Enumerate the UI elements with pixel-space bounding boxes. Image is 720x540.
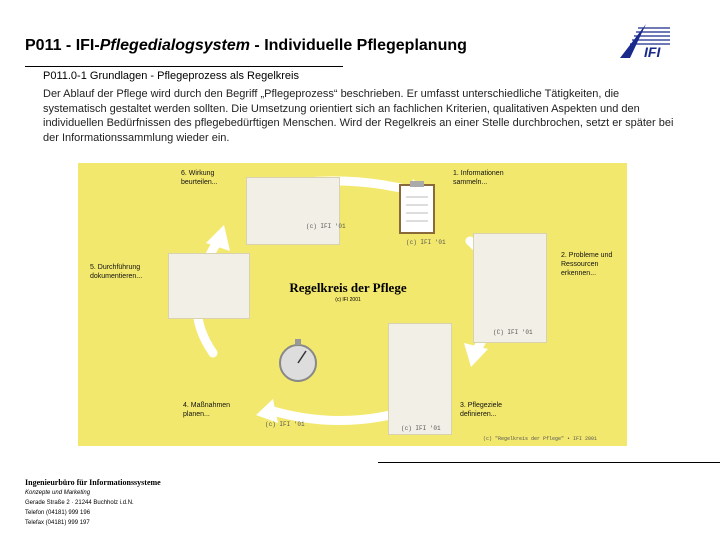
clipboard-icon [400, 185, 434, 233]
photo-mark: (C) IFI '01 [493, 329, 533, 336]
photo-nurse-notes [388, 323, 452, 435]
photo-nurses-team [246, 177, 340, 245]
diagram-bottom-copyright: (c) "Regelkreis der Pflege" • IFI 2001 [483, 436, 598, 442]
photo-mark: (c) IFI '01 [401, 425, 441, 432]
step-4-label: 4. Maßnahmen planen... [183, 402, 231, 418]
footer-tagline: Konzepte und Marketing [25, 490, 91, 496]
footer-company: Ingenieurbüro für Informationssysteme [25, 478, 161, 487]
diagram-title: Regelkreis der Pflege [289, 280, 407, 295]
photo-documentation [168, 253, 250, 319]
step-2-label: 2. Probleme und Ressourcen erkennen... [561, 252, 613, 277]
title-rule [25, 66, 343, 67]
footer-phone: Telefon (04181) 999 196 [25, 510, 91, 516]
section-body: Der Ablauf der Pflege wird durch den Begriff „Pflegeprozess“ beschrieben. Er umfasst unterschiedliche Tätigkeiten, die systematisch gestaltet werden sollten. Die Umsetzung orientiert sich an fachlichen Kriterien, qualitativen Aspekten und den individuellen Bedürfnissen des pflegebedürftigen Menschen. Wird der Regelkreis an einer Stelle durchbrochen, setzt er später bei der Informationssammlung wieder ein. [43, 88, 674, 144]
photo-mark: (c) IFI '01 [406, 239, 446, 246]
regelkreis-diagram [78, 163, 627, 446]
ifi-logo [616, 22, 672, 60]
photo-mark: (c) IFI '01 [265, 421, 305, 428]
page-title: P011 - IFI-Pflegedialogsystem - Individuelle Pflegeplanung [25, 37, 467, 54]
footer-address: Gerade Straße 2 · 21244 Buchholz i.d.N. [25, 500, 134, 506]
step-3-label: 3. Pflegeziele definieren... [460, 402, 503, 418]
footer-fax: Telefax (04181) 999 197 [25, 520, 90, 526]
footer [25, 478, 161, 528]
step-6-label: 6. Wirkung beurteilen... [181, 170, 218, 186]
step-1-label: 1. Informationen sammeln... [453, 170, 504, 186]
diagram-center-copyright: (c) IFI 2001 [335, 297, 361, 303]
step-5-label: 5. Durchführung dokumentieren... [90, 264, 143, 280]
section-subtitle: P011.0-1 Grundlagen - Pflegeprozess als Regelkreis [43, 70, 299, 82]
photo-mark: (c) IFI '01 [306, 223, 346, 230]
footer-rule [378, 462, 720, 463]
logo-text: IFI [644, 44, 661, 60]
photo-computer-nurse [473, 233, 547, 343]
